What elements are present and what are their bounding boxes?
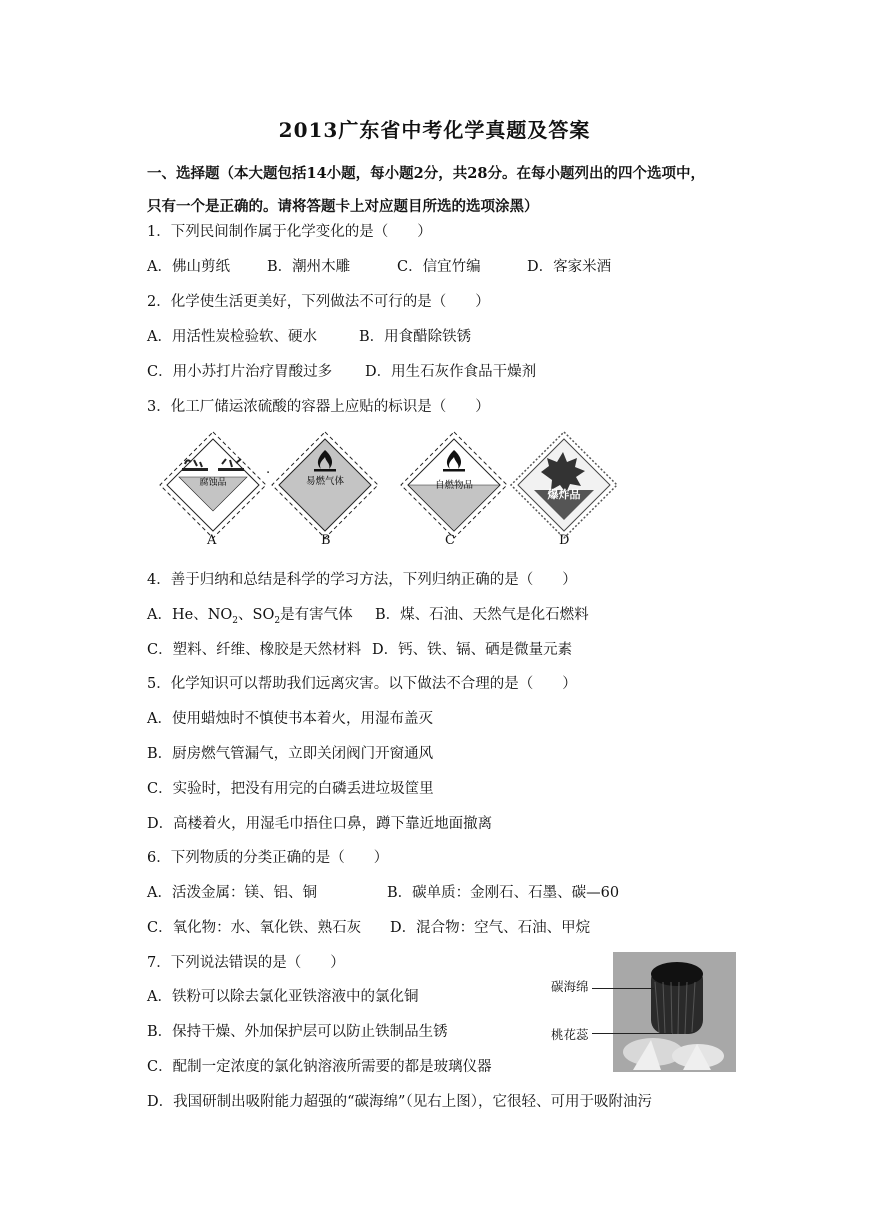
q4-option-b: B．煤、石油、天然气是化石燃料: [375, 607, 589, 623]
sign-d-label: D: [559, 533, 570, 548]
explosive-sign-icon: [509, 430, 619, 540]
q6-stem: 6．下列物质的分类正确的是（ ）: [147, 850, 389, 866]
q2-option-c: C．用小苏打片治疗胃酸过多: [147, 364, 333, 380]
spontaneous-combustion-sign-icon: [399, 430, 509, 540]
q1-stem: 1．下列民间制作属于化学变化的是（ ）: [147, 224, 432, 240]
q2-options-ab: [147, 325, 471, 346]
sign-b-text: 易燃气体: [305, 476, 345, 487]
q4-options-cd: [147, 638, 572, 659]
q2-stem: 2．化学使生活更美好，下列做法不可行的是（ ）: [147, 294, 490, 310]
q4-option-d: D．钙、铁、镉、硒是微量元素: [372, 642, 573, 658]
sign-c-text: 自燃物品: [434, 480, 474, 491]
section-heading-line1: 一、选择题（本大题包括14小题，每小题2分，共28分。在每小题列出的四个选项中，: [147, 165, 705, 182]
q4-stem: 4．善于归纳和总结是科学的学习方法，下列归纳正确的是（ ）: [147, 572, 577, 588]
q6-option-b: B．碳单质：金刚石、石墨、碳—60: [387, 885, 620, 901]
q5-option-a: A．使用蜡烛时不慎使书本着火，用湿布盖灭: [147, 711, 433, 727]
q2-option-a: A．用活性炭检验软、硬水: [147, 329, 317, 345]
q5-option-c: C．实验时，把没有用完的白磷丢进垃圾筐里: [147, 781, 434, 797]
sign-b-label: B: [321, 533, 331, 548]
q1-option-d: D．客家米酒: [527, 259, 612, 275]
carbon-sponge-label: 碳海绵: [551, 979, 589, 994]
q1-option-b: B．潮州木雕: [267, 259, 351, 275]
corrosive-sign-icon: [158, 430, 271, 540]
page-title: 2013广东省中考化学真题及答案: [278, 118, 591, 142]
q4-option-c: C．塑料、纤维、橡胶是天然材料: [147, 642, 362, 658]
q1-option-a: A．佛山剪纸: [147, 259, 230, 275]
q7-option-c: C．配制一定浓度的氯化钠溶液所需要的都是玻璃仪器: [147, 1059, 492, 1075]
sponge-pointer-line: [592, 988, 654, 989]
q6-option-c: C．氧化物：水、氧化铁、熟石灰: [147, 920, 362, 936]
q2-option-b: B．用食醋除铁锈: [359, 329, 472, 345]
q3-stem: 3．化工厂储运浓硫酸的容器上应贴的标识是（ ）: [147, 399, 490, 415]
sign-a-text: 腐蚀品: [199, 478, 227, 488]
q5-option-b: B．厨房燃气管漏气，立即关闭阀门开窗通风: [147, 746, 434, 762]
q2-options-cd: [147, 360, 536, 381]
sign-a-label: A: [207, 533, 217, 548]
sign-d-text: 爆炸品: [547, 488, 581, 501]
q7-option-a: A．铁粉可以除去氯化亚铁溶液中的氯化铜: [147, 989, 419, 1005]
section-heading-line2: 只有一个是正确的。请将答题卡上对应题目所选的选项涂黑）: [147, 198, 539, 215]
q2-option-d: D．用生石灰作食品干燥剂: [365, 364, 537, 380]
q1-options: [147, 255, 611, 276]
sign-c-label: C: [445, 533, 455, 548]
q6-option-d: D．混合物：空气、石油、甲烷: [390, 920, 591, 936]
stamen-label: 桃花蕊: [551, 1027, 589, 1042]
q4-option-a: A．He、$NO_2$、$SO_2$是有害气体: [147, 607, 353, 626]
separator-dot: .: [266, 462, 271, 477]
q6-options-ab: [147, 881, 619, 902]
stamen-pointer-line: [592, 1033, 672, 1034]
q5-option-d: D．高楼着火，用湿毛巾捂住口鼻，蹲下靠近地面撤离: [147, 816, 493, 832]
q6-option-a: A．活泼金属：镁、铝、铜: [147, 885, 317, 901]
q4-options-ab: [147, 603, 589, 626]
q7-option-b: B．保持干燥、外加保护层可以防止铁制品生锈: [147, 1024, 448, 1040]
q1-option-c: C．信宜竹编: [397, 259, 481, 275]
carbon-sponge-photo: [613, 952, 736, 1072]
flammable-gas-sign-icon: [270, 430, 380, 540]
q6-options-cd: [147, 916, 590, 937]
q5-stem: 5．化学知识可以帮助我们远离灾害。以下做法不合理的是（ ）: [147, 676, 577, 692]
q7-stem: 7．下列说法错误的是（ ）: [147, 955, 345, 971]
q7-option-d: D．我国研制出吸附能力超强的“碳海绵”（见右上图），它很轻、可用于吸附油污: [147, 1094, 652, 1110]
